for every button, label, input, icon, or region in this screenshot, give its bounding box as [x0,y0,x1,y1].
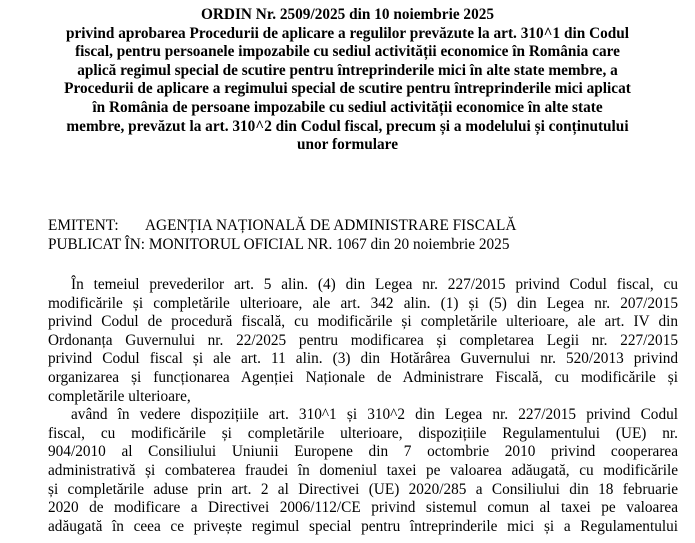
body-line: și completările aduse prin art. 2 al Directivei (UE) 2020/285 a Consiliului din 18 februarie [48,480,678,498]
body-line: organizarea și funcționarea Agenției Naționale de Administrare Fiscală, cu modificările și [48,368,678,386]
publicat-value: MONITORUL OFICIAL NR. 1067 din 20 noiembrie 2025 [148,235,510,253]
body-line: adăugată în ceea ce privește regimul special pentru întreprinderile mici și a Regulamentului [48,517,678,535]
subtitle-line: membre, prevăzut la art. 310^2 din Codul fiscal, precum și a modelului și conținutului [66,117,629,135]
publicat-label: PUBLICAT ÎN: [48,235,146,253]
document-body [48,276,678,536]
body-line: administrativă și combaterea fraudei în domeniul taxei pe valoarea adăugată, cu modificările [48,461,678,479]
order-number-heading: ORDIN Nr. 2509/2025 din 10 noiembrie 2025 [200,6,495,23]
subtitle-line: privind aprobarea Procedurii de aplicare a regulilor prevăzute la art. 310^1 din Codul [65,24,630,42]
emitent-label: EMITENT: [48,217,119,234]
subtitle-line: Procedurii de aplicare a regimului special de scutire pentru întreprinderile mici aplicat [64,80,631,98]
body-line: completările ulterioare, [48,387,191,405]
body-line: fiscal, cu modificările și completările ulterioare, dispozițiile Regulamentului (UE) nr. [48,424,678,442]
body-line: modificările și completările ulterioare, ale art. 342 alin. (1) și (5) din Legea nr. 207/2015 [48,294,678,312]
body-line: 2020 de modificare a Directivei 2006/112/CE privind sistemul comun al taxei pe valoarea [48,499,678,517]
body-line: privind Codul de procedură fiscală, cu modificările și completările ulterioare, ale art. IV din [48,313,678,331]
document-title [40,6,655,155]
subtitle-line: fiscal, pentru persoanele impozabile cu sediul activității economice în România care [75,43,620,61]
body-line: Ordonanța Guvernului nr. 22/2025 pentru modificarea și completarea Legii nr. 227/2015 [48,331,678,349]
body-line: având în vedere dispozițiile art. 310^1 și 310^2 din Legea nr. 227/2015 privind Codul [71,406,678,424]
body-line: privind Codul fiscal și ale art. 11 alin. (3) din Hotărârea Guvernului nr. 520/2013 privind [48,350,678,368]
emitent-row [48,217,516,236]
publicat-row [48,236,516,255]
emitent-value: AGENȚIA NAȚIONALĂ DE ADMINISTRARE FISCALĂ [145,217,517,234]
document-meta [48,217,516,254]
body-line: În temeiul prevederilor art. 5 alin. (4) din Legea nr. 227/2015 privind Codul fiscal, cu [71,276,678,293]
subtitle-line: aplică regimul special de scutire pentru întreprinderile mici în alte state membre, a [77,61,618,79]
subtitle-line: în România de persoane impozabile cu sediul activității economice în alte state [92,98,603,116]
subtitle-line: unor formulare [297,136,398,154]
body-line: 904/2010 al Consiliului Uniunii Europene din 7 octombrie 2010 privind cooperarea [48,443,678,461]
